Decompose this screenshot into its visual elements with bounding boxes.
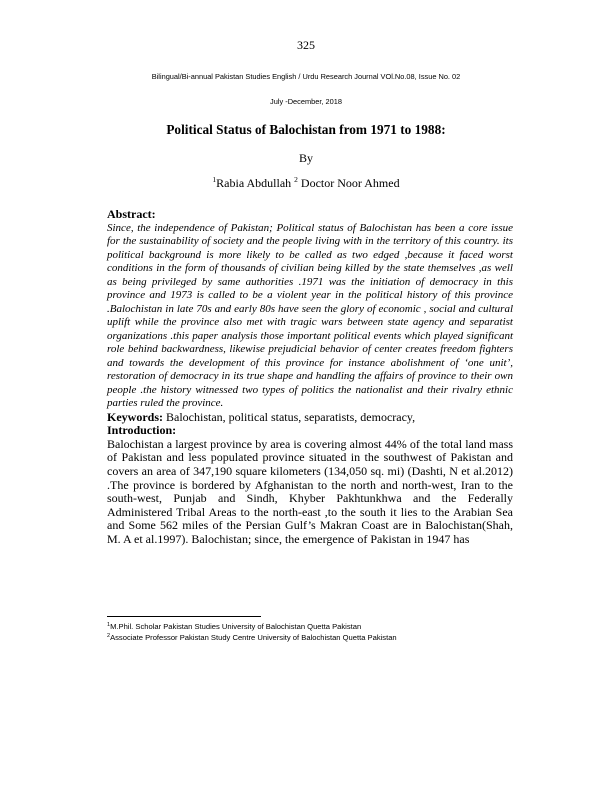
authors (0, 176, 612, 191)
journal-date: July -December, 2018 (270, 97, 342, 106)
author2-mark: 2 (294, 175, 298, 184)
footnote-mark: 2 (107, 633, 111, 639)
footnote-divider (107, 616, 261, 617)
journal-info: Bilingual/Bi-annual Pakistan Studies English / Urdu Research Journal VOl.No.08, Issue No. 02 (151, 72, 461, 81)
keywords (107, 411, 513, 425)
footnote-item (107, 632, 517, 643)
paper-body (107, 208, 513, 547)
footnote-text: M.Phil. Scholar Pakistan Studies University of Balochistan Quetta Pakistan (110, 622, 362, 631)
introduction-text: Balochistan a largest province by area is covering almost 44% of the total land mass of Pakistan and less populated province situated in the southwest of Pakistan and covers an area of 347,190 square kilometers (134,050 sq. mi) (Dashti, N et al.2012) .The province is bordered by Afghanistan to the north and north-west, Iran to the south-west, Punjab and Sindh, Khyber Pakhtunkhwa and the Federally Administered Tribal Areas to the north-east ,to the south it lies to the Arabian Sea and Some 562 miles of the Persian Gulf’s Makran Coast are in Balochistan(Shah, M. A et al.1997). Balochistan; since, the emergence of Pakistan in 1947 has (107, 436, 513, 546)
footnotes (107, 621, 517, 643)
author1-mark: 1 (212, 175, 217, 184)
footnote-mark: 1 (107, 622, 111, 628)
keywords-label: Keywords: (107, 409, 163, 424)
abstract-heading: Abstract: (107, 207, 156, 221)
footnote-item (107, 621, 517, 632)
footnote-text: Associate Professor Pakistan Study Centre University of Balochistan Quetta Pakistan (110, 633, 397, 642)
introduction-heading: Introduction: (107, 423, 177, 438)
keywords-text: Balochistan, political status, separatists, democracy, (163, 409, 416, 424)
author2-name: Doctor Noor Ahmed (297, 176, 400, 190)
abstract-text: Since, the independence of Pakistan; Political status of Balochistan has been a core issue for the sustainability of society and the people living with in the territory of this country. its political background is more likely to be called as two edged ,because it faced worst conditions in the form of thousands of civilian being killed by the state themselves ,as well as being privileged by same authorities .1971 was the initiation of democracy in this province and 1973 is called to be a violent year in the political history of this province .Balochistan in late 70s and early 80s have seen the glory of economic , social and cultural uplift while the province also met with tragic wars between state agency and separatist organizations .this paper analysis those important political events which played significant role behind backwardness, likewise prejudicial behavior of center creates freedom fighters and towards the development of this province for instance abolishment of ‘one unit’, restoration of democracy in its true shape and handling the affairs of province to their own people .the history witnessed two types of politics the nationalist and their rivalry ethnic parties ruled the province. (107, 221, 513, 410)
paper-title: Political Status of Balochistan from 1971 to 1988: (166, 122, 446, 137)
by-line: By (298, 151, 313, 165)
page-number: 325 (297, 38, 315, 52)
author1-name: Rabia Abdullah (216, 176, 295, 190)
